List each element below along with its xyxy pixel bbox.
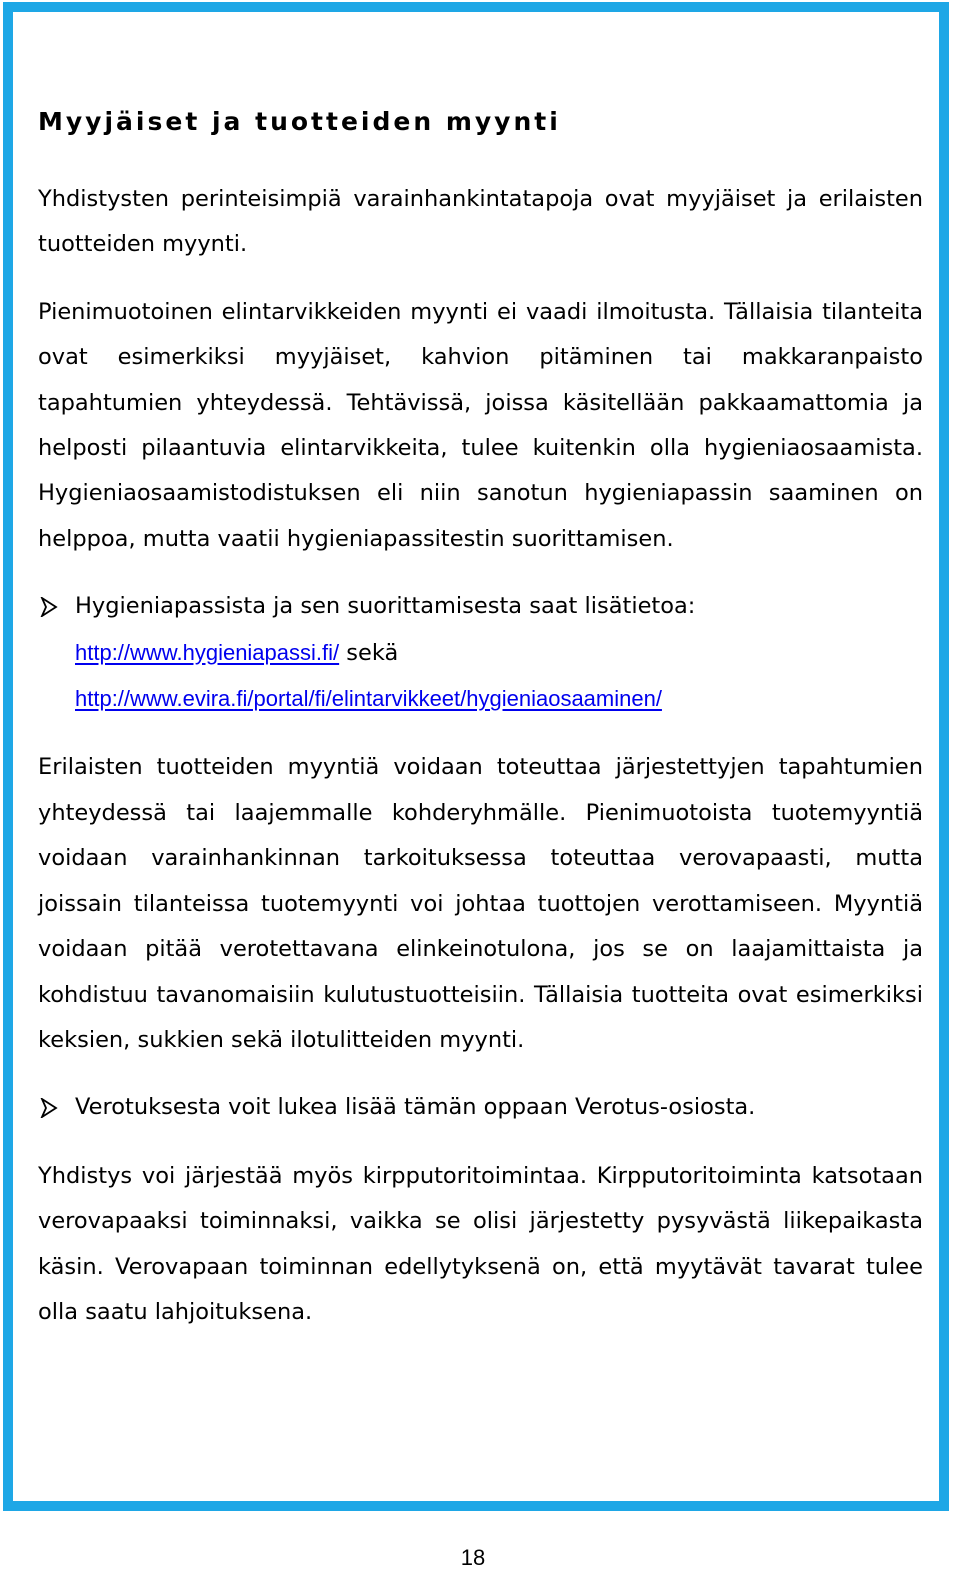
bullet-text-taxation: Verotuksesta voit lukea lisää tämän oppaan Verotus-osiosta. — [75, 1094, 756, 1121]
page-frame — [3, 2, 949, 1511]
page-number: 18 — [460, 1545, 486, 1570]
arrowhead-bullet-icon — [38, 584, 64, 629]
paragraph-product-sales: Erilaisten tuotteiden myyntiä voidaan toteuttaa järjestettyjen tapahtumien yhteydessä tai laajemmalle kohderyhmälle. Pienimuotoista tuotemyyntiä voidaan varainhankinnan tarkoituksessa toteuttaa verovapaasti, mutta joissain tilanteissa tuotemyynti voi johtaa tuottojen verottamiseen. Myyntiä voidaan pitää verotettavana elinkeinotulona, jos se on laajamittaista ja kohdistuu tavanomaisiin kulutustuotteisiin. Tällaisia tuotteita ovat esimerkiksi keksien, sukkien sekä ilotulitteiden myynti. — [38, 754, 923, 1053]
link-line-1 — [75, 630, 923, 676]
page-content — [38, 107, 923, 1357]
link-hygieniapassi[interactable]: http://www.hygieniapassi.fi/ — [75, 639, 340, 665]
link-line-2 — [75, 676, 923, 722]
paragraph-food-sales: Pienimuotoinen elintarvikkeiden myynti ei vaadi ilmoitusta. Tällaisia tilanteita ovat esimerkiksi myyjäiset, kahvion pitäminen tai makkaranpaisto tapahtumien yhteydessä. Tehtävissä, joissa käsitellään pakkaamattomia ja helposti pilaantuvia elintarvikkeita, tulee kuitenkin olla hygieniaosaamista. Hygieniaosaamistodistuksen eli niin sanotun hygieniapassin saaminen on helppoa, mutta vaatii hygieniapassitestin suorittamisen. — [38, 298, 923, 552]
paragraph-intro: Yhdistysten perinteisimpiä varainhankintatapoja ovat myyjäiset ja erilaisten tuotteiden myynti. — [38, 186, 923, 258]
link-evira[interactable]: http://www.evira.fi/portal/fi/elintarvikkeet/hygieniaosaaminen/ — [75, 686, 662, 712]
bullet-item-taxation — [38, 1085, 923, 1130]
arrowhead-bullet-icon — [38, 1085, 64, 1130]
link-connector: sekä — [339, 639, 399, 666]
bullet-text-hygiene: Hygieniapassista ja sen suorittamisesta saat lisätietoa: — [75, 593, 696, 620]
bullet-item-hygiene-info — [38, 584, 923, 722]
paragraph-flea-market: Yhdistys voi järjestää myös kirpputoritoimintaa. Kirpputoritoiminta katsotaan verovapaaksi toiminnaksi, vaikka se olisi järjestetty pysyvästä liikepaikasta käsin. Verovapaan toiminnan edellytyksenä on, että myytävät tavarat tulee olla saatu lahjoituksena. — [38, 1162, 923, 1325]
section-heading: Myyjäiset ja tuotteiden myynti — [38, 107, 561, 136]
